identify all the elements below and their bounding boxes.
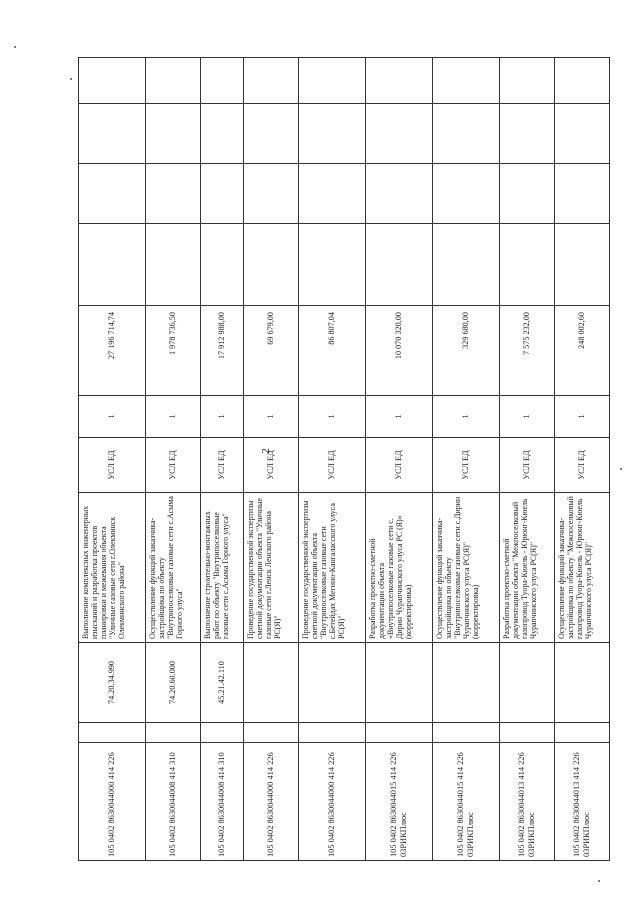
empty-cell <box>201 723 244 743</box>
okpd-cell: 74.20.60.000 <box>146 643 201 723</box>
rotated-table-container <box>78 58 610 861</box>
empty-cell <box>146 58 201 104</box>
table-row <box>243 58 298 861</box>
unit-cell: УСЛ ЕД <box>432 438 499 493</box>
empty-cell <box>243 58 298 104</box>
empty-cell <box>554 104 609 164</box>
empty-cell <box>554 164 609 224</box>
empty-cell <box>146 723 201 743</box>
unit-cell: УСЛ ЕД <box>201 438 244 493</box>
price-cell: 27 196 714,74 <box>79 306 146 396</box>
table-row <box>298 58 365 861</box>
qty-cell: 1 <box>432 396 499 438</box>
price-cell: 248 002,60 <box>554 306 609 396</box>
description-cell: Проведение государственной экспертизы сметной документации объекта "Уличные газовые сети г.Ленск Ленского района РС(Я)" <box>243 493 298 643</box>
price-cell: 7 575 232,00 <box>500 306 555 396</box>
kbk-cell: 105 0402 8630044008 414 310 <box>146 743 201 861</box>
empty-cell <box>79 58 146 104</box>
table-row <box>500 58 555 861</box>
qty-cell: 1 <box>146 396 201 438</box>
empty-cell <box>500 58 555 104</box>
empty-cell <box>298 58 365 104</box>
table-body <box>79 58 610 861</box>
okpd-cell <box>500 643 555 723</box>
empty-cell <box>298 164 365 224</box>
qty-cell: 1 <box>298 396 365 438</box>
scan-speck <box>620 468 622 470</box>
okpd-cell <box>243 643 298 723</box>
empty-cell <box>201 164 244 224</box>
empty-cell <box>146 164 201 224</box>
table-row <box>554 58 609 861</box>
kbk-cell: 105 0402 8630044015 414 226 03РИКПлюс <box>365 743 432 861</box>
description-cell: Проведение государственной экспертизы сметной документации объекта "Внутрипоселковые газовые сети с.Бетейдах Мегино-Кангаласского улуса РС(Я)" <box>298 493 365 643</box>
empty-cell <box>365 723 432 743</box>
qty-cell: 1 <box>554 396 609 438</box>
empty-cell <box>146 104 201 164</box>
empty-cell <box>243 164 298 224</box>
unit-cell: УСЛ ЕД <box>146 438 201 493</box>
price-cell: 329 680,00 <box>432 306 499 396</box>
scan-speck <box>14 46 16 48</box>
unit-cell: УСЛ ЕД <box>79 438 146 493</box>
empty-cell <box>243 104 298 164</box>
kbk-cell: 105 0402 8630044000 414 226 <box>298 743 365 861</box>
empty-cell <box>432 224 499 306</box>
empty-cell <box>554 224 609 306</box>
empty-cell <box>79 104 146 164</box>
empty-cell <box>432 723 499 743</box>
empty-cell <box>298 104 365 164</box>
okpd-cell: 45.21.42.110 <box>201 643 244 723</box>
table-row <box>201 58 244 861</box>
okpd-cell <box>298 643 365 723</box>
empty-cell <box>365 58 432 104</box>
unit-cell: УСЛ ЕД <box>554 438 609 493</box>
unit-cell: УСЛ ЕД <box>365 438 432 493</box>
unit-cell: УСЛ ЕД <box>500 438 555 493</box>
empty-cell <box>432 164 499 224</box>
okpd-cell <box>432 643 499 723</box>
empty-cell <box>500 224 555 306</box>
description-cell: Осуществление функций заказчика-застройщика по объекту "Межпоселковый газопровод Туора-Кюель - Юрюнг-Кюель Чурапчинского улуса РС(Я)" <box>554 493 609 643</box>
empty-cell <box>554 58 609 104</box>
rotated-table-region <box>78 58 610 861</box>
table-row <box>146 58 201 861</box>
empty-cell <box>365 104 432 164</box>
description-cell: Выполнение комплексных инженерных изысканий и разработка проектов планировки и межевания объекта "Уличные газовые сети г.Олекминск Олекминского района" <box>79 493 146 643</box>
empty-cell <box>79 164 146 224</box>
kbk-cell: 105 0402 8630044008 414 310 <box>201 743 244 861</box>
empty-cell <box>432 104 499 164</box>
empty-cell <box>79 723 146 743</box>
unit-cell: УСЛ ЕД <box>298 438 365 493</box>
okpd-cell <box>554 643 609 723</box>
okpd-cell <box>365 643 432 723</box>
qty-cell: 1 <box>243 396 298 438</box>
empty-cell <box>500 104 555 164</box>
okpd-cell: 74.20.34.990 <box>79 643 146 723</box>
scan-speck <box>598 880 600 882</box>
kbk-cell: 105 0402 8630044013 414 226 03РИКПлюс <box>500 743 555 861</box>
empty-cell <box>554 723 609 743</box>
price-cell: 10 070 320,00 <box>365 306 432 396</box>
empty-cell <box>365 164 432 224</box>
table-row <box>79 58 146 861</box>
qty-cell: 1 <box>201 396 244 438</box>
table-row <box>365 58 432 861</box>
empty-cell <box>243 723 298 743</box>
empty-cell <box>298 723 365 743</box>
qty-cell: 1 <box>365 396 432 438</box>
description-cell: Разработка проектно-сметной документации объекта "Межпоселковый газопровод Туора-Кюель - Юрюнг-Кюель Чурапчинского улуса РС(Я)" <box>500 493 555 643</box>
empty-cell <box>365 224 432 306</box>
empty-cell <box>243 224 298 306</box>
description-cell: Разработка проектно-сметной документации объекта «Внутрипоселковые газовые сети с. Дирин Чурапчинского улуса РС (Я)» (корректировка) <box>365 493 432 643</box>
procurement-table <box>78 57 610 861</box>
description-cell: Осуществление функций заказчика-застройщика по объекту "Внутрипоселковые газовые сети с.Дирин Чурапчинского улуса РС(Я)" (корректировка) <box>432 493 499 643</box>
empty-cell <box>298 224 365 306</box>
kbk-cell: 105 0402 8630044000 414 226 <box>79 743 146 861</box>
kbk-cell: 105 0402 8630044013 414 226 03РИКПлюс <box>554 743 609 861</box>
empty-cell <box>500 723 555 743</box>
empty-cell <box>146 224 201 306</box>
empty-cell <box>79 224 146 306</box>
empty-cell <box>500 164 555 224</box>
kbk-cell: 105 0402 8630044015 414 226 03РИКПлюс <box>432 743 499 861</box>
page-number: 2 <box>259 448 272 454</box>
qty-cell: 1 <box>79 396 146 438</box>
price-cell: 17 912 988,00 <box>201 306 244 396</box>
qty-cell: 1 <box>500 396 555 438</box>
table-row <box>432 58 499 861</box>
description-cell: Осуществление функций заказчика-застройщика по объекту "Внутрипоселковые газовые сети с.Асыма Горного улуса" <box>146 493 201 643</box>
unit-cell: УСЛ ЕД <box>243 438 298 493</box>
kbk-cell: 105 0402 8630044000 414 226 <box>243 743 298 861</box>
description-cell: Выполнение строительно-монтажных работ по объекту "Внутрипоселковые газовые сети с.Асыма Горного улуса" <box>201 493 244 643</box>
price-cell: 86 807,04 <box>298 306 365 396</box>
price-cell: 1 978 736,50 <box>146 306 201 396</box>
price-cell: 69 679,00 <box>243 306 298 396</box>
empty-cell <box>201 224 244 306</box>
scan-speck <box>70 78 72 80</box>
empty-cell <box>201 58 244 104</box>
empty-cell <box>201 104 244 164</box>
empty-cell <box>432 58 499 104</box>
